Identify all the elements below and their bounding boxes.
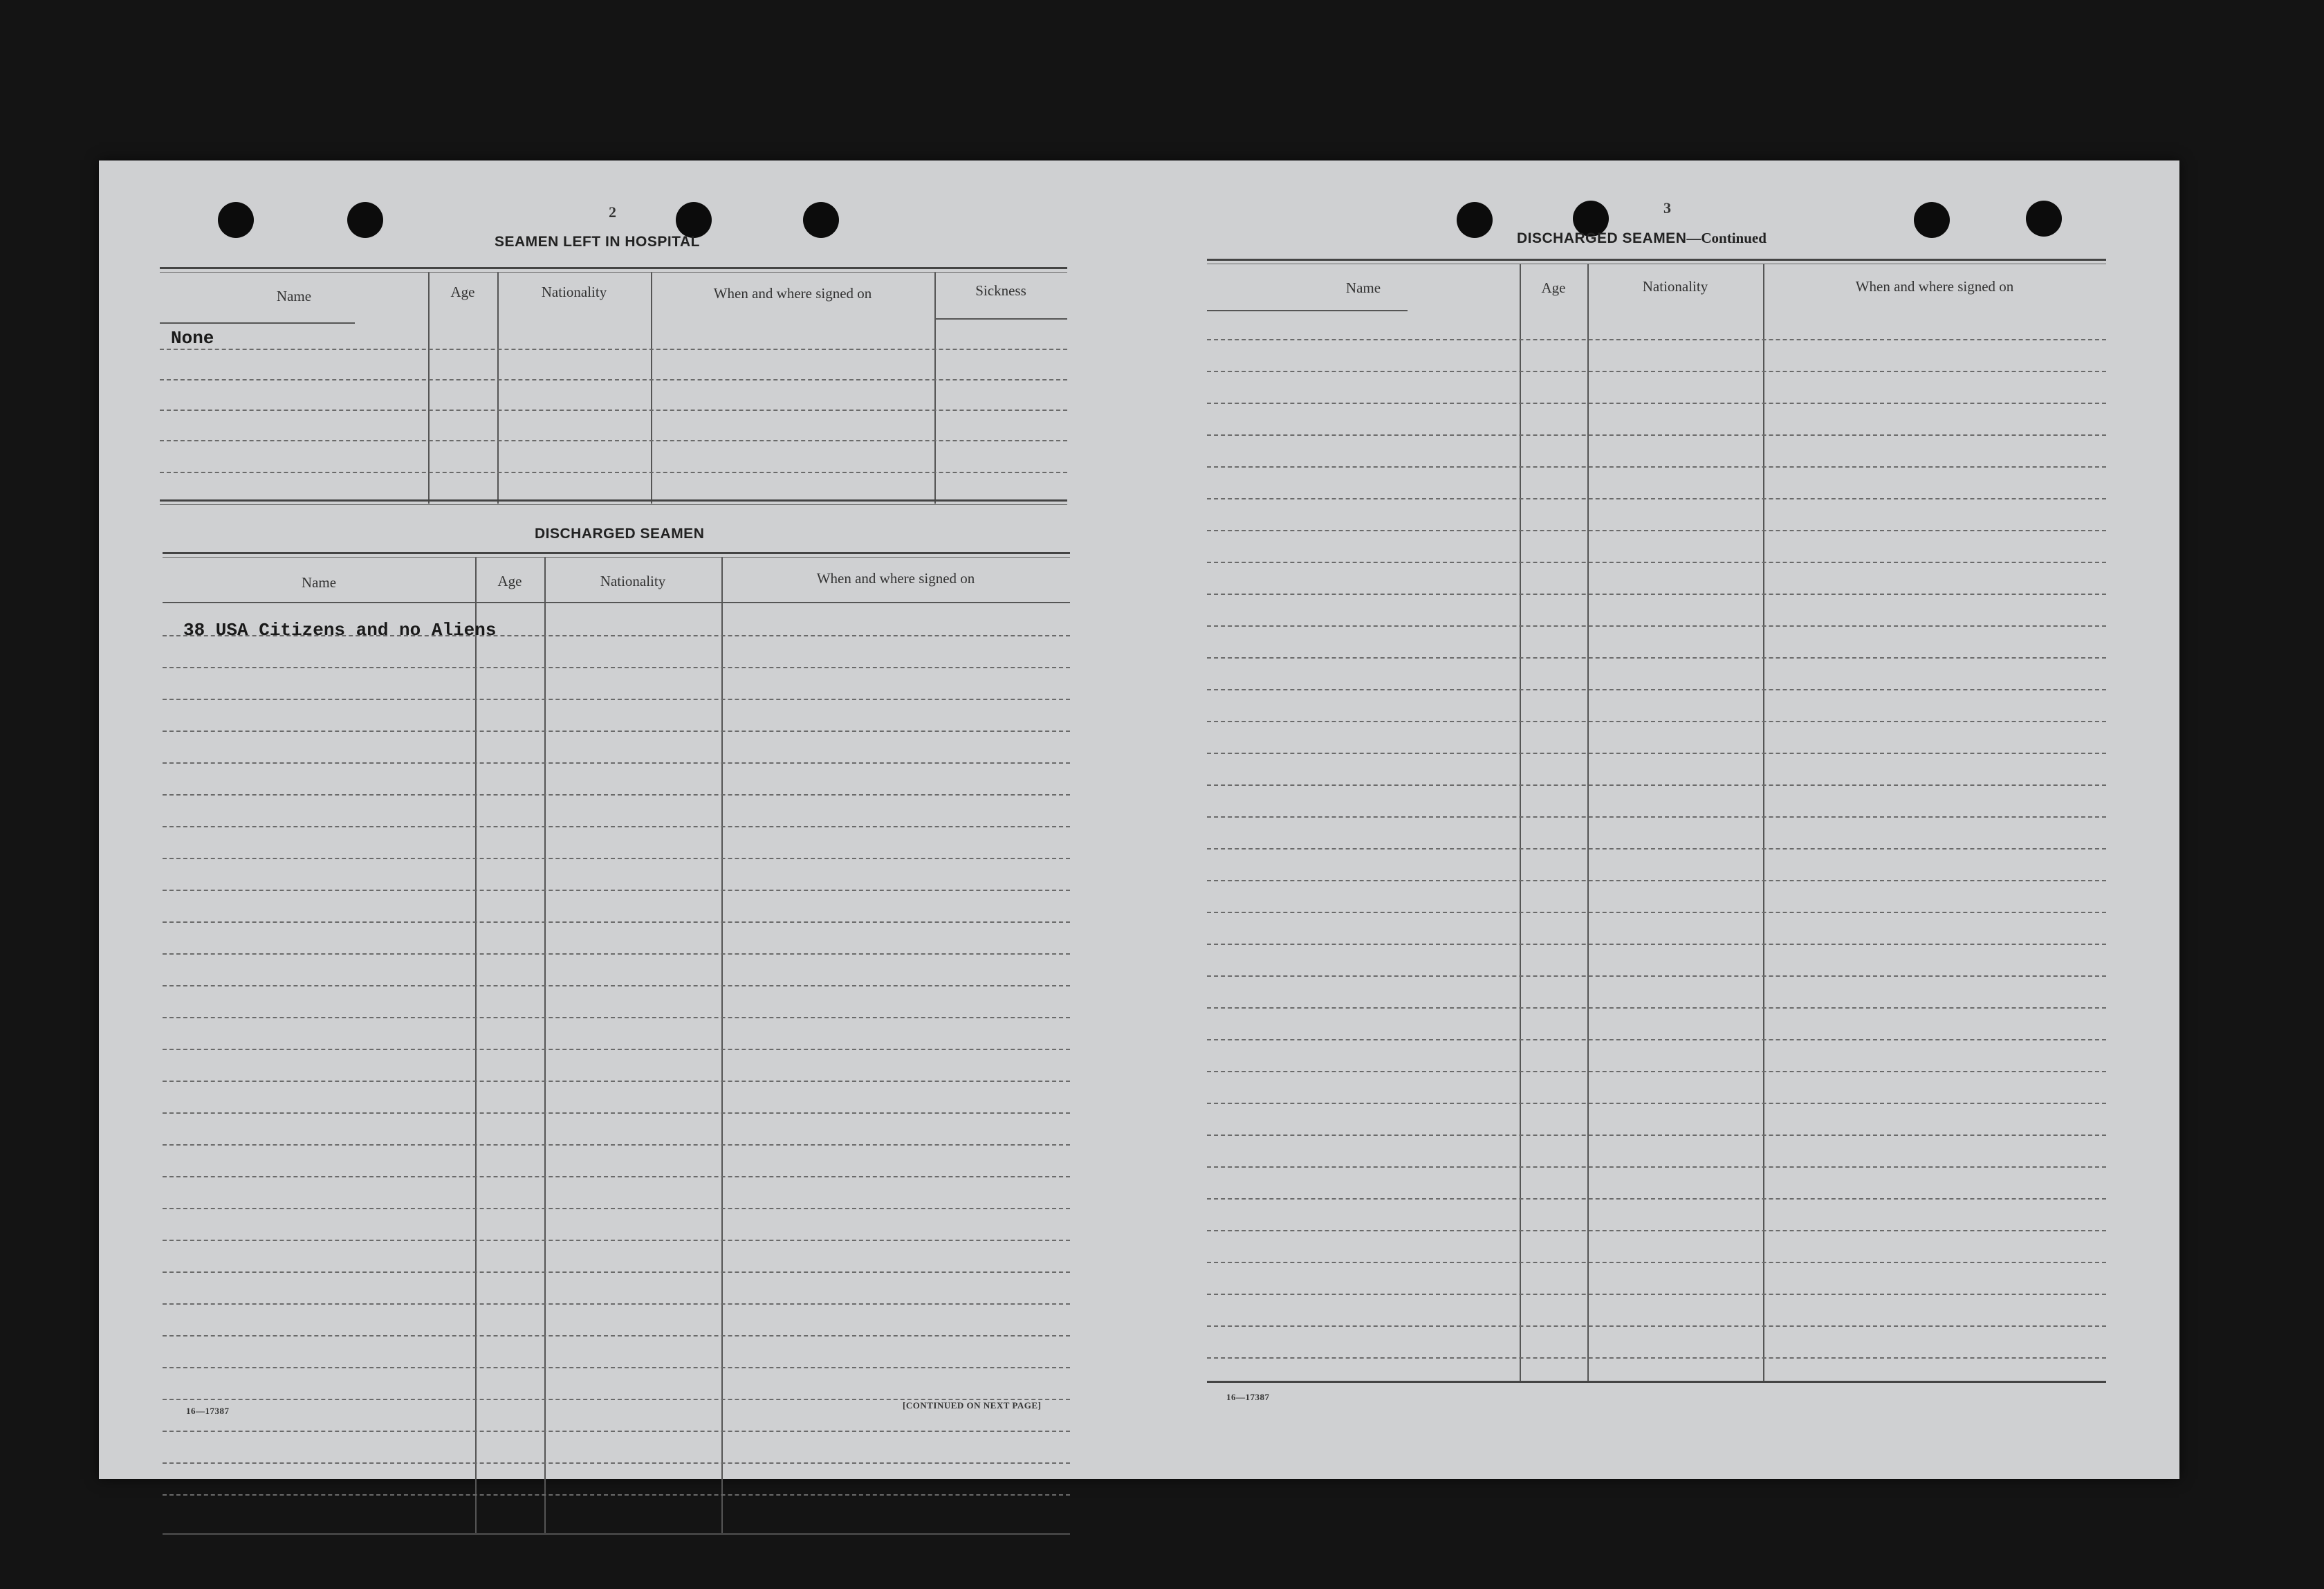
punch-hole — [676, 202, 712, 238]
punch-hole — [347, 202, 383, 238]
hospital-entry: None — [171, 328, 214, 349]
column-header-nationality: Nationality — [1642, 278, 1708, 295]
right-page-number: 3 — [1663, 199, 1671, 217]
column-header-signed-on: When and where signed on — [816, 570, 975, 587]
left-form-number: 16—17387 — [186, 1406, 230, 1416]
column-header-age: Age — [1541, 279, 1566, 296]
column-header-nationality: Nationality — [600, 573, 666, 589]
column-header-signed-on: When and where signed on — [713, 285, 872, 302]
hospital-table — [160, 267, 1067, 509]
column-header-name: Name — [1345, 279, 1381, 296]
punch-hole — [2026, 201, 2062, 237]
record-sheet — [99, 160, 2179, 1479]
discharged-continued-table — [1207, 259, 2106, 1395]
continued-note: [CONTINUED ON NEXT PAGE] — [903, 1400, 1042, 1411]
right-section-title: DISCHARGED SEAMEN—Continued — [1517, 230, 1767, 246]
right-form-number: 16—17387 — [1226, 1392, 1270, 1402]
column-header-signed-on: When and where signed on — [1855, 278, 2014, 295]
column-header-name: Name — [301, 574, 337, 591]
hospital-section-title: SEAMEN LEFT IN HOSPITAL — [495, 234, 700, 250]
punch-hole — [1457, 202, 1493, 238]
column-header-nationality: Nationality — [541, 284, 607, 300]
column-header-age: Age — [497, 573, 522, 589]
column-header-sickness: Sickness — [975, 282, 1026, 299]
discharged-section-title: DISCHARGED SEAMEN — [535, 526, 705, 542]
column-header-age: Age — [450, 284, 475, 300]
left-page-number: 2 — [609, 203, 616, 221]
punch-hole — [803, 202, 839, 238]
column-header-name: Name — [276, 288, 312, 304]
punch-hole — [218, 202, 254, 238]
punch-hole — [1914, 202, 1950, 238]
discharged-entry: 38 USA Citizens and no Aliens — [183, 620, 497, 641]
